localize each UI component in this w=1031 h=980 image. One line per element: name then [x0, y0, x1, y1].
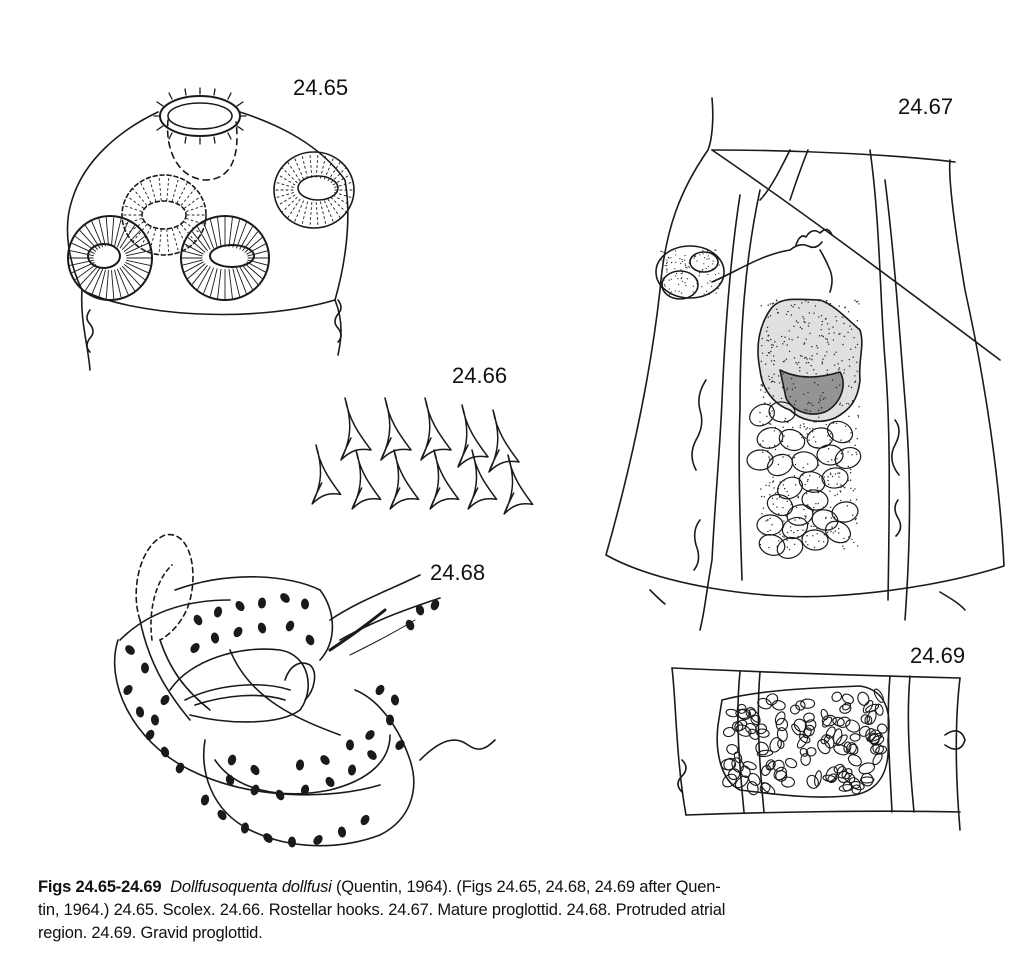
caption-figure-range: Figs 24.65-24.69 — [38, 878, 162, 896]
caption-line-2: tin, 1964.) 24.65. Scolex. 24.66. Rostellar hooks. 24.67. Mature proglottid. 24.68. Protruded atrial — [38, 901, 726, 919]
scolex-drawing — [67, 88, 354, 370]
figure-label-24-68: 24.68 — [430, 560, 486, 585]
figure-label-24-66: 24.66 — [452, 363, 508, 388]
caption-species-name: Dollfusoquenta dollfusi — [170, 878, 332, 896]
figure-label-24-65: 24.65 — [293, 75, 349, 100]
mature-proglottid-drawing — [606, 98, 1004, 630]
figure-label-24-69: 24.69 — [910, 643, 966, 668]
figure-label-24-67: 24.67 — [898, 94, 954, 119]
caption-line-1 — [38, 876, 1013, 899]
rostellar-hooks-drawing — [312, 398, 533, 514]
caption-line-1-text: (Quentin, 1964). (Figs 24.65, 24.68, 24.69 after Quen- — [331, 878, 721, 896]
figure-caption — [38, 876, 1013, 945]
gravid-proglottid-drawing — [672, 668, 965, 830]
caption-line-3: region. 24.69. Gravid proglottid. — [38, 924, 263, 942]
